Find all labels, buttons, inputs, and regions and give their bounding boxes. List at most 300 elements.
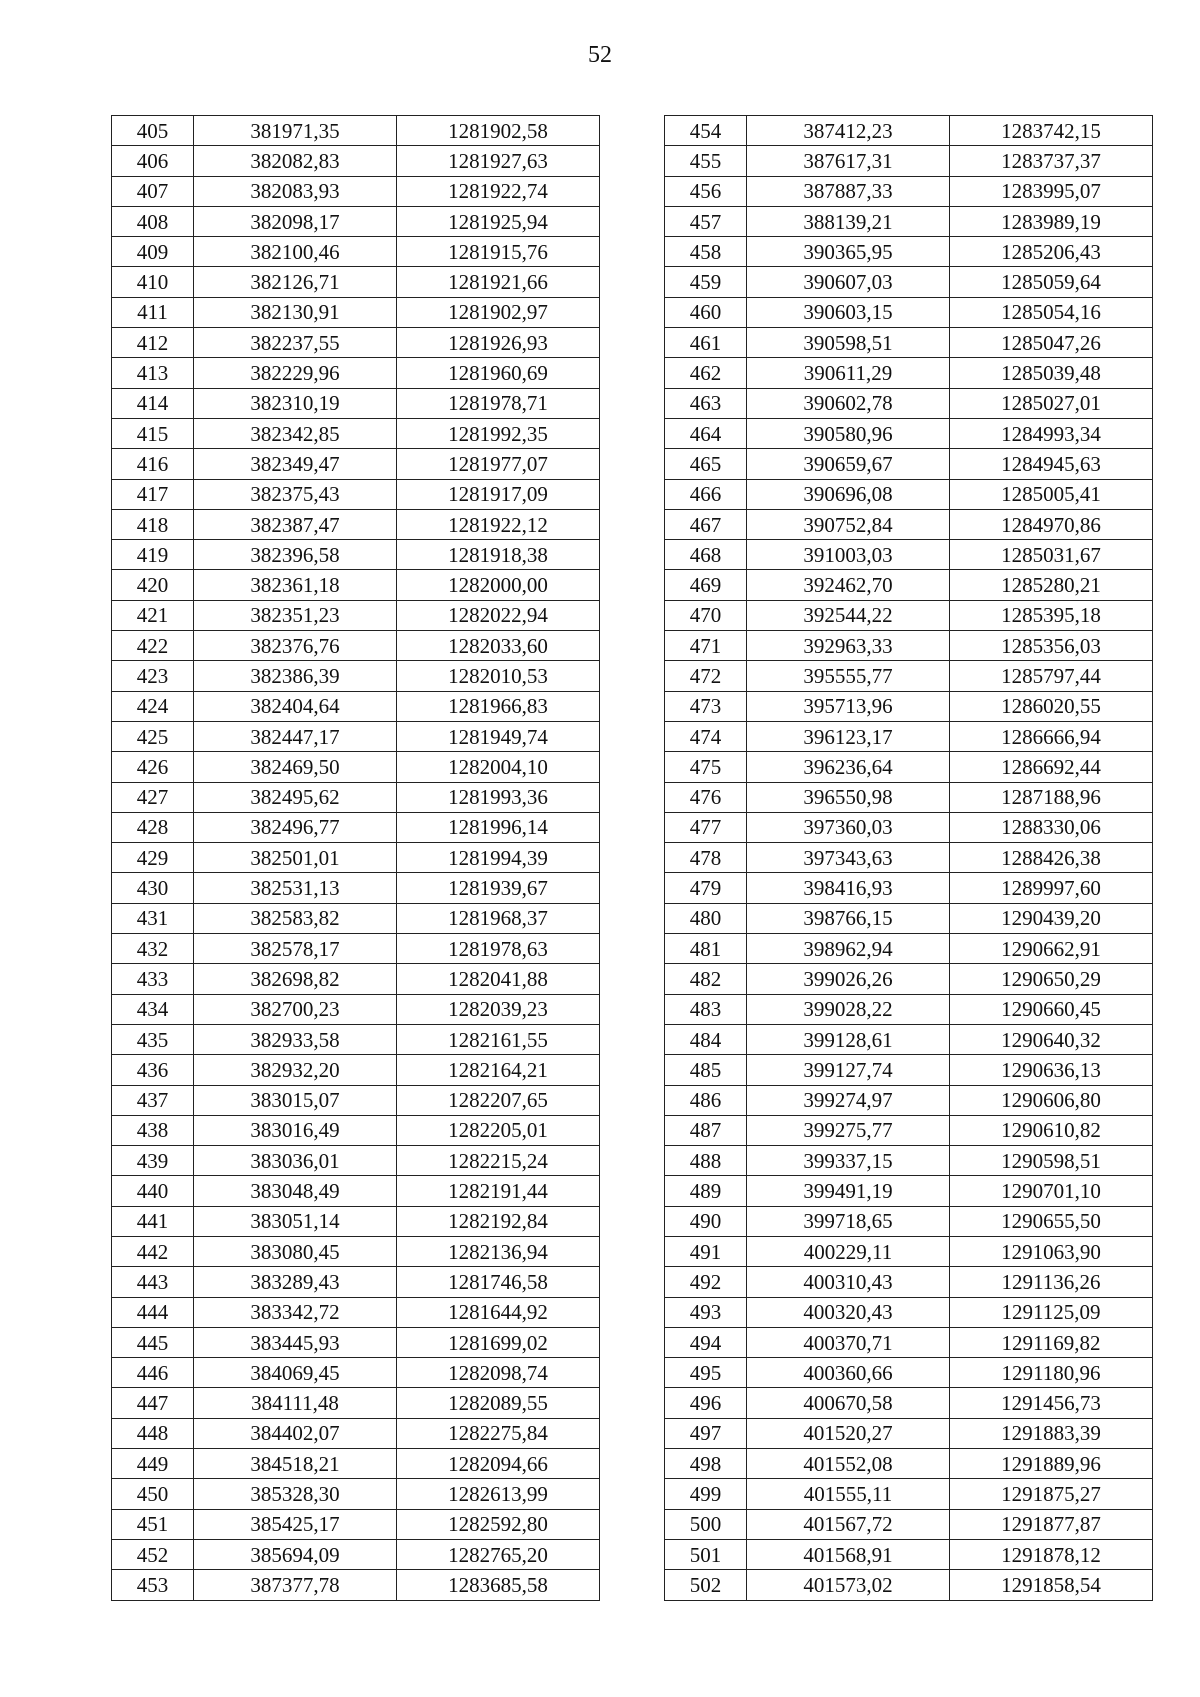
table-row bbox=[665, 1388, 1153, 1418]
point-number-cell: 502 bbox=[665, 1570, 747, 1600]
y-coordinate-cell: 1285039,48 bbox=[950, 358, 1153, 388]
x-coordinate-cell: 383048,49 bbox=[194, 1176, 397, 1206]
x-coordinate-cell: 390696,08 bbox=[747, 479, 950, 509]
y-coordinate-cell: 1281977,07 bbox=[397, 449, 600, 479]
point-number-cell: 428 bbox=[112, 812, 194, 842]
y-coordinate-cell: 1282041,88 bbox=[397, 964, 600, 994]
y-coordinate-cell: 1291883,39 bbox=[950, 1418, 1153, 1448]
y-coordinate-cell: 1285054,16 bbox=[950, 297, 1153, 327]
y-coordinate-cell: 1282000,00 bbox=[397, 570, 600, 600]
point-number-cell: 407 bbox=[112, 176, 194, 206]
table-row bbox=[112, 631, 600, 661]
x-coordinate-cell: 382229,96 bbox=[194, 358, 397, 388]
x-coordinate-cell: 382496,77 bbox=[194, 812, 397, 842]
point-number-cell: 421 bbox=[112, 600, 194, 630]
x-coordinate-cell: 390365,95 bbox=[747, 237, 950, 267]
y-coordinate-cell: 1290610,82 bbox=[950, 1115, 1153, 1145]
table-row bbox=[665, 1176, 1153, 1206]
y-coordinate-cell: 1290598,51 bbox=[950, 1146, 1153, 1176]
table-row bbox=[112, 1085, 600, 1115]
point-number-cell: 430 bbox=[112, 873, 194, 903]
table-row bbox=[665, 237, 1153, 267]
table-row bbox=[665, 843, 1153, 873]
y-coordinate-cell: 1282089,55 bbox=[397, 1388, 600, 1418]
point-number-cell: 466 bbox=[665, 479, 747, 509]
y-coordinate-cell: 1282592,80 bbox=[397, 1509, 600, 1539]
point-number-cell: 426 bbox=[112, 752, 194, 782]
point-number-cell: 501 bbox=[665, 1539, 747, 1569]
x-coordinate-cell: 400370,71 bbox=[747, 1327, 950, 1357]
y-coordinate-cell: 1284945,63 bbox=[950, 449, 1153, 479]
y-coordinate-cell: 1282192,84 bbox=[397, 1206, 600, 1236]
table-row bbox=[112, 176, 600, 206]
table-row bbox=[665, 176, 1153, 206]
table-row bbox=[112, 116, 600, 146]
y-coordinate-cell: 1283737,37 bbox=[950, 146, 1153, 176]
point-number-cell: 451 bbox=[112, 1509, 194, 1539]
x-coordinate-cell: 397343,63 bbox=[747, 843, 950, 873]
y-coordinate-cell: 1281996,14 bbox=[397, 812, 600, 842]
table-row bbox=[665, 1297, 1153, 1327]
y-coordinate-cell: 1285395,18 bbox=[950, 600, 1153, 630]
y-coordinate-cell: 1281922,12 bbox=[397, 509, 600, 539]
y-coordinate-cell: 1281644,92 bbox=[397, 1297, 600, 1327]
table-row bbox=[665, 449, 1153, 479]
point-number-cell: 431 bbox=[112, 903, 194, 933]
table-row bbox=[665, 964, 1153, 994]
table-row bbox=[112, 1479, 600, 1509]
x-coordinate-cell: 382386,39 bbox=[194, 661, 397, 691]
y-coordinate-cell: 1281966,83 bbox=[397, 691, 600, 721]
point-number-cell: 487 bbox=[665, 1115, 747, 1145]
y-coordinate-cell: 1281994,39 bbox=[397, 843, 600, 873]
y-coordinate-cell: 1281968,37 bbox=[397, 903, 600, 933]
point-number-cell: 498 bbox=[665, 1449, 747, 1479]
table-row bbox=[112, 540, 600, 570]
y-coordinate-cell: 1281939,67 bbox=[397, 873, 600, 903]
table-row bbox=[665, 1327, 1153, 1357]
table-row bbox=[665, 206, 1153, 236]
x-coordinate-cell: 385328,30 bbox=[194, 1479, 397, 1509]
x-coordinate-cell: 395713,96 bbox=[747, 691, 950, 721]
x-coordinate-cell: 382531,13 bbox=[194, 873, 397, 903]
x-coordinate-cell: 382501,01 bbox=[194, 843, 397, 873]
point-number-cell: 497 bbox=[665, 1418, 747, 1448]
x-coordinate-cell: 399127,74 bbox=[747, 1055, 950, 1085]
table-row bbox=[112, 418, 600, 448]
point-number-cell: 441 bbox=[112, 1206, 194, 1236]
table-row bbox=[665, 1418, 1153, 1448]
point-number-cell: 413 bbox=[112, 358, 194, 388]
table-row bbox=[112, 1297, 600, 1327]
y-coordinate-cell: 1290660,45 bbox=[950, 994, 1153, 1024]
point-number-cell: 452 bbox=[112, 1539, 194, 1569]
table-row bbox=[665, 631, 1153, 661]
x-coordinate-cell: 382698,82 bbox=[194, 964, 397, 994]
x-coordinate-cell: 382932,20 bbox=[194, 1055, 397, 1085]
x-coordinate-cell: 382237,55 bbox=[194, 328, 397, 358]
coordinate-table-body bbox=[665, 116, 1153, 1601]
table-row bbox=[112, 873, 600, 903]
point-number-cell: 495 bbox=[665, 1358, 747, 1388]
table-row bbox=[112, 721, 600, 751]
y-coordinate-cell: 1283685,58 bbox=[397, 1570, 600, 1600]
x-coordinate-cell: 382469,50 bbox=[194, 752, 397, 782]
y-coordinate-cell: 1282613,99 bbox=[397, 1479, 600, 1509]
y-coordinate-cell: 1281917,09 bbox=[397, 479, 600, 509]
x-coordinate-cell: 382342,85 bbox=[194, 418, 397, 448]
table-row bbox=[665, 1115, 1153, 1145]
y-coordinate-cell: 1289997,60 bbox=[950, 873, 1153, 903]
y-coordinate-cell: 1282098,74 bbox=[397, 1358, 600, 1388]
point-number-cell: 454 bbox=[665, 116, 747, 146]
point-number-cell: 473 bbox=[665, 691, 747, 721]
table-row bbox=[112, 1176, 600, 1206]
x-coordinate-cell: 388139,21 bbox=[747, 206, 950, 236]
y-coordinate-cell: 1281902,97 bbox=[397, 297, 600, 327]
y-coordinate-cell: 1290662,91 bbox=[950, 934, 1153, 964]
table-row bbox=[112, 1236, 600, 1266]
point-number-cell: 455 bbox=[665, 146, 747, 176]
point-number-cell: 432 bbox=[112, 934, 194, 964]
table-row bbox=[112, 358, 600, 388]
point-number-cell: 416 bbox=[112, 449, 194, 479]
point-number-cell: 456 bbox=[665, 176, 747, 206]
point-number-cell: 450 bbox=[112, 1479, 194, 1509]
x-coordinate-cell: 387377,78 bbox=[194, 1570, 397, 1600]
x-coordinate-cell: 382351,23 bbox=[194, 600, 397, 630]
table-row bbox=[665, 358, 1153, 388]
table-row bbox=[112, 934, 600, 964]
point-number-cell: 463 bbox=[665, 388, 747, 418]
point-number-cell: 412 bbox=[112, 328, 194, 358]
table-row bbox=[112, 509, 600, 539]
y-coordinate-cell: 1282765,20 bbox=[397, 1539, 600, 1569]
x-coordinate-cell: 383051,14 bbox=[194, 1206, 397, 1236]
table-row bbox=[665, 1085, 1153, 1115]
x-coordinate-cell: 396236,64 bbox=[747, 752, 950, 782]
x-coordinate-cell: 398962,94 bbox=[747, 934, 950, 964]
x-coordinate-cell: 387887,33 bbox=[747, 176, 950, 206]
table-row bbox=[112, 691, 600, 721]
y-coordinate-cell: 1285027,01 bbox=[950, 388, 1153, 418]
point-number-cell: 405 bbox=[112, 116, 194, 146]
y-coordinate-cell: 1282094,66 bbox=[397, 1449, 600, 1479]
x-coordinate-cell: 382396,58 bbox=[194, 540, 397, 570]
point-number-cell: 417 bbox=[112, 479, 194, 509]
x-coordinate-cell: 385425,17 bbox=[194, 1509, 397, 1539]
point-number-cell: 406 bbox=[112, 146, 194, 176]
table-row bbox=[112, 964, 600, 994]
y-coordinate-cell: 1282004,10 bbox=[397, 752, 600, 782]
y-coordinate-cell: 1285047,26 bbox=[950, 328, 1153, 358]
y-coordinate-cell: 1285005,41 bbox=[950, 479, 1153, 509]
point-number-cell: 459 bbox=[665, 267, 747, 297]
point-number-cell: 480 bbox=[665, 903, 747, 933]
y-coordinate-cell: 1284970,86 bbox=[950, 509, 1153, 539]
x-coordinate-cell: 391003,03 bbox=[747, 540, 950, 570]
y-coordinate-cell: 1282136,94 bbox=[397, 1236, 600, 1266]
table-row bbox=[112, 1146, 600, 1176]
x-coordinate-cell: 390659,67 bbox=[747, 449, 950, 479]
x-coordinate-cell: 387412,23 bbox=[747, 116, 950, 146]
point-number-cell: 500 bbox=[665, 1509, 747, 1539]
table-row bbox=[665, 1509, 1153, 1539]
table-row bbox=[665, 752, 1153, 782]
y-coordinate-cell: 1291180,96 bbox=[950, 1358, 1153, 1388]
table-row bbox=[665, 721, 1153, 751]
point-number-cell: 477 bbox=[665, 812, 747, 842]
x-coordinate-cell: 382310,19 bbox=[194, 388, 397, 418]
point-number-cell: 458 bbox=[665, 237, 747, 267]
y-coordinate-cell: 1282205,01 bbox=[397, 1115, 600, 1145]
x-coordinate-cell: 396550,98 bbox=[747, 782, 950, 812]
x-coordinate-cell: 383016,49 bbox=[194, 1115, 397, 1145]
x-coordinate-cell: 396123,17 bbox=[747, 721, 950, 751]
y-coordinate-cell: 1282215,24 bbox=[397, 1146, 600, 1176]
y-coordinate-cell: 1291169,82 bbox=[950, 1327, 1153, 1357]
x-coordinate-cell: 398766,15 bbox=[747, 903, 950, 933]
table-row bbox=[112, 1358, 600, 1388]
x-coordinate-cell: 387617,31 bbox=[747, 146, 950, 176]
table-row bbox=[665, 297, 1153, 327]
x-coordinate-cell: 399718,65 bbox=[747, 1206, 950, 1236]
table-row bbox=[665, 146, 1153, 176]
y-coordinate-cell: 1291858,54 bbox=[950, 1570, 1153, 1600]
point-number-cell: 491 bbox=[665, 1236, 747, 1266]
coordinate-table-left bbox=[111, 115, 600, 1601]
table-row bbox=[112, 1449, 600, 1479]
x-coordinate-cell: 382126,71 bbox=[194, 267, 397, 297]
x-coordinate-cell: 390602,78 bbox=[747, 388, 950, 418]
y-coordinate-cell: 1281699,02 bbox=[397, 1327, 600, 1357]
point-number-cell: 409 bbox=[112, 237, 194, 267]
point-number-cell: 418 bbox=[112, 509, 194, 539]
y-coordinate-cell: 1281927,63 bbox=[397, 146, 600, 176]
x-coordinate-cell: 384111,48 bbox=[194, 1388, 397, 1418]
point-number-cell: 492 bbox=[665, 1267, 747, 1297]
point-number-cell: 478 bbox=[665, 843, 747, 873]
point-number-cell: 493 bbox=[665, 1297, 747, 1327]
point-number-cell: 425 bbox=[112, 721, 194, 751]
point-number-cell: 415 bbox=[112, 418, 194, 448]
x-coordinate-cell: 390603,15 bbox=[747, 297, 950, 327]
point-number-cell: 420 bbox=[112, 570, 194, 600]
y-coordinate-cell: 1285031,67 bbox=[950, 540, 1153, 570]
point-number-cell: 475 bbox=[665, 752, 747, 782]
point-number-cell: 423 bbox=[112, 661, 194, 691]
point-number-cell: 436 bbox=[112, 1055, 194, 1085]
y-coordinate-cell: 1287188,96 bbox=[950, 782, 1153, 812]
point-number-cell: 442 bbox=[112, 1236, 194, 1266]
point-number-cell: 465 bbox=[665, 449, 747, 479]
x-coordinate-cell: 399275,77 bbox=[747, 1115, 950, 1145]
point-number-cell: 447 bbox=[112, 1388, 194, 1418]
y-coordinate-cell: 1291125,09 bbox=[950, 1297, 1153, 1327]
table-row bbox=[665, 873, 1153, 903]
table-row bbox=[665, 479, 1153, 509]
y-coordinate-cell: 1281978,71 bbox=[397, 388, 600, 418]
x-coordinate-cell: 382933,58 bbox=[194, 1024, 397, 1054]
table-row bbox=[665, 388, 1153, 418]
x-coordinate-cell: 392462,70 bbox=[747, 570, 950, 600]
point-number-cell: 460 bbox=[665, 297, 747, 327]
x-coordinate-cell: 401555,11 bbox=[747, 1479, 950, 1509]
y-coordinate-cell: 1288330,06 bbox=[950, 812, 1153, 842]
table-row bbox=[112, 903, 600, 933]
x-coordinate-cell: 382083,93 bbox=[194, 176, 397, 206]
table-row bbox=[112, 146, 600, 176]
x-coordinate-cell: 382447,17 bbox=[194, 721, 397, 751]
y-coordinate-cell: 1285206,43 bbox=[950, 237, 1153, 267]
y-coordinate-cell: 1291877,87 bbox=[950, 1509, 1153, 1539]
table-row bbox=[665, 328, 1153, 358]
y-coordinate-cell: 1281918,38 bbox=[397, 540, 600, 570]
x-coordinate-cell: 382130,91 bbox=[194, 297, 397, 327]
point-number-cell: 427 bbox=[112, 782, 194, 812]
table-row bbox=[665, 1146, 1153, 1176]
x-coordinate-cell: 382361,18 bbox=[194, 570, 397, 600]
x-coordinate-cell: 400229,11 bbox=[747, 1236, 950, 1266]
x-coordinate-cell: 382700,23 bbox=[194, 994, 397, 1024]
point-number-cell: 429 bbox=[112, 843, 194, 873]
point-number-cell: 449 bbox=[112, 1449, 194, 1479]
x-coordinate-cell: 392963,33 bbox=[747, 631, 950, 661]
table-row bbox=[665, 691, 1153, 721]
table-row bbox=[665, 1236, 1153, 1266]
table-row bbox=[112, 600, 600, 630]
y-coordinate-cell: 1281921,66 bbox=[397, 267, 600, 297]
x-coordinate-cell: 390611,29 bbox=[747, 358, 950, 388]
x-coordinate-cell: 399028,22 bbox=[747, 994, 950, 1024]
x-coordinate-cell: 399491,19 bbox=[747, 1176, 950, 1206]
point-number-cell: 439 bbox=[112, 1146, 194, 1176]
table-row bbox=[665, 570, 1153, 600]
point-number-cell: 483 bbox=[665, 994, 747, 1024]
point-number-cell: 499 bbox=[665, 1479, 747, 1509]
y-coordinate-cell: 1291456,73 bbox=[950, 1388, 1153, 1418]
point-number-cell: 471 bbox=[665, 631, 747, 661]
point-number-cell: 435 bbox=[112, 1024, 194, 1054]
table-row bbox=[112, 449, 600, 479]
table-row bbox=[665, 661, 1153, 691]
point-number-cell: 474 bbox=[665, 721, 747, 751]
point-number-cell: 434 bbox=[112, 994, 194, 1024]
table-row bbox=[665, 1539, 1153, 1569]
table-row bbox=[665, 782, 1153, 812]
y-coordinate-cell: 1282164,21 bbox=[397, 1055, 600, 1085]
y-coordinate-cell: 1281922,74 bbox=[397, 176, 600, 206]
coordinate-table-right bbox=[664, 115, 1153, 1601]
x-coordinate-cell: 390580,96 bbox=[747, 418, 950, 448]
point-number-cell: 433 bbox=[112, 964, 194, 994]
x-coordinate-cell: 383080,45 bbox=[194, 1236, 397, 1266]
point-number-cell: 488 bbox=[665, 1146, 747, 1176]
x-coordinate-cell: 384402,07 bbox=[194, 1418, 397, 1448]
y-coordinate-cell: 1290655,50 bbox=[950, 1206, 1153, 1236]
y-coordinate-cell: 1290636,13 bbox=[950, 1055, 1153, 1085]
x-coordinate-cell: 385694,09 bbox=[194, 1539, 397, 1569]
point-number-cell: 485 bbox=[665, 1055, 747, 1085]
table-row bbox=[665, 1267, 1153, 1297]
table-row bbox=[112, 1024, 600, 1054]
x-coordinate-cell: 401568,91 bbox=[747, 1539, 950, 1569]
point-number-cell: 489 bbox=[665, 1176, 747, 1206]
x-coordinate-cell: 390598,51 bbox=[747, 328, 950, 358]
table-row bbox=[665, 540, 1153, 570]
point-number-cell: 437 bbox=[112, 1085, 194, 1115]
y-coordinate-cell: 1282191,44 bbox=[397, 1176, 600, 1206]
y-coordinate-cell: 1281746,58 bbox=[397, 1267, 600, 1297]
table-row bbox=[665, 1449, 1153, 1479]
table-row bbox=[665, 267, 1153, 297]
point-number-cell: 470 bbox=[665, 600, 747, 630]
table-row bbox=[112, 570, 600, 600]
y-coordinate-cell: 1290606,80 bbox=[950, 1085, 1153, 1115]
point-number-cell: 438 bbox=[112, 1115, 194, 1145]
point-number-cell: 453 bbox=[112, 1570, 194, 1600]
x-coordinate-cell: 382495,62 bbox=[194, 782, 397, 812]
x-coordinate-cell: 382376,76 bbox=[194, 631, 397, 661]
x-coordinate-cell: 382583,82 bbox=[194, 903, 397, 933]
table-row bbox=[112, 1570, 600, 1600]
point-number-cell: 469 bbox=[665, 570, 747, 600]
point-number-cell: 411 bbox=[112, 297, 194, 327]
x-coordinate-cell: 383445,93 bbox=[194, 1327, 397, 1357]
y-coordinate-cell: 1281902,58 bbox=[397, 116, 600, 146]
x-coordinate-cell: 400310,43 bbox=[747, 1267, 950, 1297]
y-coordinate-cell: 1282161,55 bbox=[397, 1024, 600, 1054]
y-coordinate-cell: 1282022,94 bbox=[397, 600, 600, 630]
table-row bbox=[665, 116, 1153, 146]
x-coordinate-cell: 382387,47 bbox=[194, 509, 397, 539]
y-coordinate-cell: 1281926,93 bbox=[397, 328, 600, 358]
point-number-cell: 410 bbox=[112, 267, 194, 297]
table-row bbox=[112, 267, 600, 297]
table-row bbox=[665, 1206, 1153, 1236]
table-row bbox=[665, 1024, 1153, 1054]
point-number-cell: 422 bbox=[112, 631, 194, 661]
x-coordinate-cell: 399128,61 bbox=[747, 1024, 950, 1054]
y-coordinate-cell: 1281949,74 bbox=[397, 721, 600, 751]
y-coordinate-cell: 1283742,15 bbox=[950, 116, 1153, 146]
table-row bbox=[112, 1509, 600, 1539]
y-coordinate-cell: 1288426,38 bbox=[950, 843, 1153, 873]
table-row bbox=[665, 934, 1153, 964]
x-coordinate-cell: 382349,47 bbox=[194, 449, 397, 479]
table-row bbox=[112, 297, 600, 327]
x-coordinate-cell: 383015,07 bbox=[194, 1085, 397, 1115]
coordinate-table-body bbox=[112, 116, 600, 1601]
y-coordinate-cell: 1286692,44 bbox=[950, 752, 1153, 782]
point-number-cell: 486 bbox=[665, 1085, 747, 1115]
y-coordinate-cell: 1285356,03 bbox=[950, 631, 1153, 661]
table-row bbox=[112, 1115, 600, 1145]
point-number-cell: 496 bbox=[665, 1388, 747, 1418]
table-row bbox=[665, 1570, 1153, 1600]
y-coordinate-cell: 1290439,20 bbox=[950, 903, 1153, 933]
x-coordinate-cell: 382098,17 bbox=[194, 206, 397, 236]
point-number-cell: 440 bbox=[112, 1176, 194, 1206]
y-coordinate-cell: 1281960,69 bbox=[397, 358, 600, 388]
x-coordinate-cell: 390752,84 bbox=[747, 509, 950, 539]
table-row bbox=[112, 994, 600, 1024]
y-coordinate-cell: 1281925,94 bbox=[397, 206, 600, 236]
x-coordinate-cell: 382578,17 bbox=[194, 934, 397, 964]
x-coordinate-cell: 384518,21 bbox=[194, 1449, 397, 1479]
table-row bbox=[112, 752, 600, 782]
table-row bbox=[112, 328, 600, 358]
